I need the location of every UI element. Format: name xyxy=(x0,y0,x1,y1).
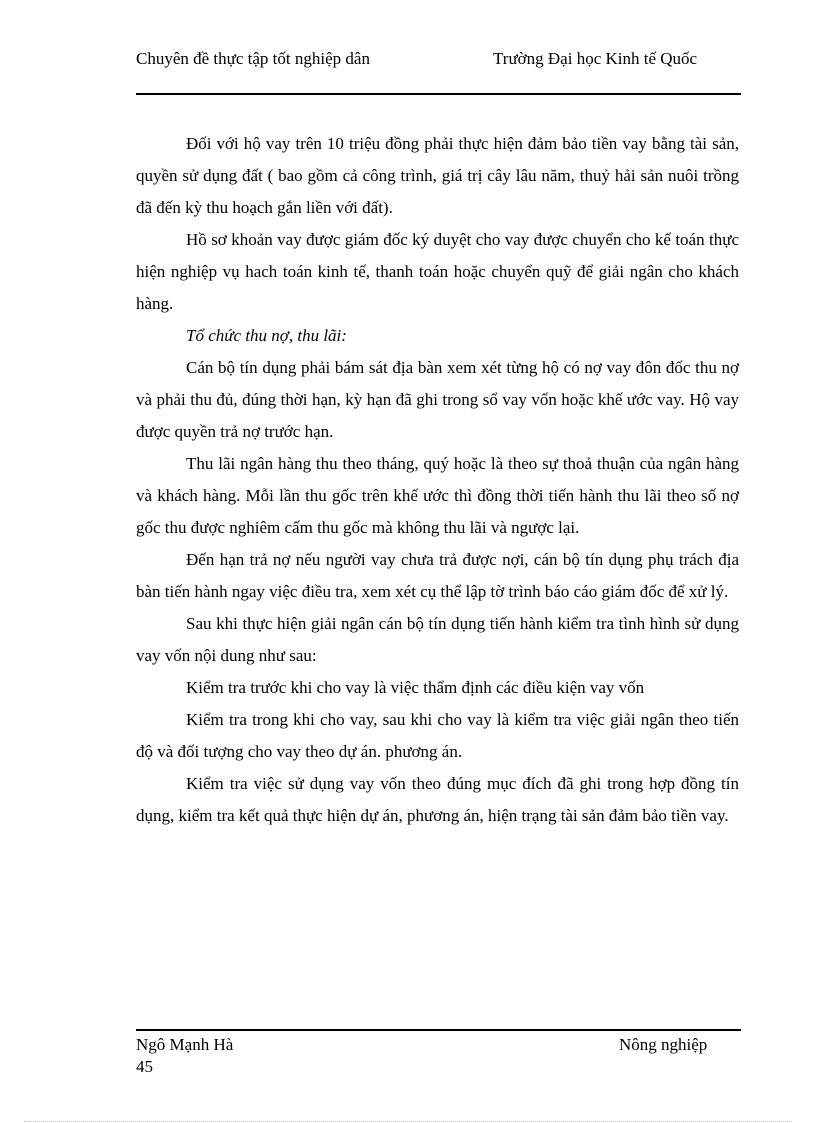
paragraph-4: Thu lãi ngân hàng thu theo tháng, quý hoặc là theo sự thoả thuận của ngân hàng và khách hàng. Mỗi lần thu gốc trên khế ước thì đồng thời tiến hành thu lãi theo số nợ gốc thu được nghiêm cấm thu gốc mà không thu lãi và ngược lại. xyxy=(136,454,739,537)
paragraph-8: Kiểm tra trong khi cho vay, sau khi cho vay là kiểm tra việc giải ngân theo tiến độ và đối tượng cho vay theo dự án. phương án. xyxy=(136,710,739,761)
paragraph-3: Cán bộ tín dụng phải bám sát địa bàn xem xét từng hộ có nợ vay đôn đốc thu nợ và phải thu đủ, đúng thời hạn, kỳ hạn đã ghi trong sổ vay vốn hoặc khế ước vay. Hộ vay được quyền trả nợ trước hạn. xyxy=(136,358,739,441)
footer-author: Ngô Mạnh Hà xyxy=(136,1035,234,1054)
footer-major: Nông nghiệp xyxy=(619,1035,708,1054)
footer-page-number: 45 xyxy=(136,1057,153,1076)
footer-divider xyxy=(136,1029,741,1031)
paragraph-5: Đến hạn trả nợ nếu người vay chưa trả được nợi, cán bộ tín dụng phụ trách địa bàn tiến hành ngay việc điều tra, xem xét cụ thể lập tờ trình báo cáo giám đốc để xử lý. xyxy=(136,550,739,601)
paragraph-6: Sau khi thực hiện giải ngân cán bộ tín dụng tiến hành kiểm tra tình hình sử dụng vay vốn nội dung như sau: xyxy=(136,614,739,665)
header-left-title: Chuyên đề thực tập tốt nghiệp dân xyxy=(136,49,370,68)
document-body xyxy=(136,128,739,832)
paragraph-9: Kiểm tra việc sử dụng vay vốn theo đúng mục đích đã ghi trong hợp đồng tín dụng, kiểm tra kết quả thực hiện dự án, phương án, hiện trạng tài sản đảm bảo tiền vay. xyxy=(136,774,739,825)
page-bottom-edge xyxy=(24,1121,792,1122)
paragraph-1: Đối với hộ vay trên 10 triệu đồng phải thực hiện đảm bảo tiền vay bằng tài sản, quyền sử dụng đất ( bao gồm cả công trình, giá trị cây lâu năm, thuỷ hải sản nuôi trồng đã đến kỳ thu hoạch gắn liền với đất). xyxy=(136,134,739,217)
paragraph-2: Hồ sơ khoản vay được giám đốc ký duyệt cho vay được chuyển cho kế toán thực hiện nghiệp vụ hach toán kinh tế, thanh toán hoặc chuyển quỹ để giải ngân cho khách hàng. xyxy=(136,230,739,313)
paragraph-7: Kiểm tra trước khi cho vay là việc thẩm định các điều kiện vay vốn xyxy=(186,678,645,697)
header-right-title: Trường Đại học Kinh tế Quốc xyxy=(493,49,698,68)
header-divider xyxy=(136,93,741,95)
section-heading: Tổ chức thu nợ, thu lãi: xyxy=(186,326,347,345)
